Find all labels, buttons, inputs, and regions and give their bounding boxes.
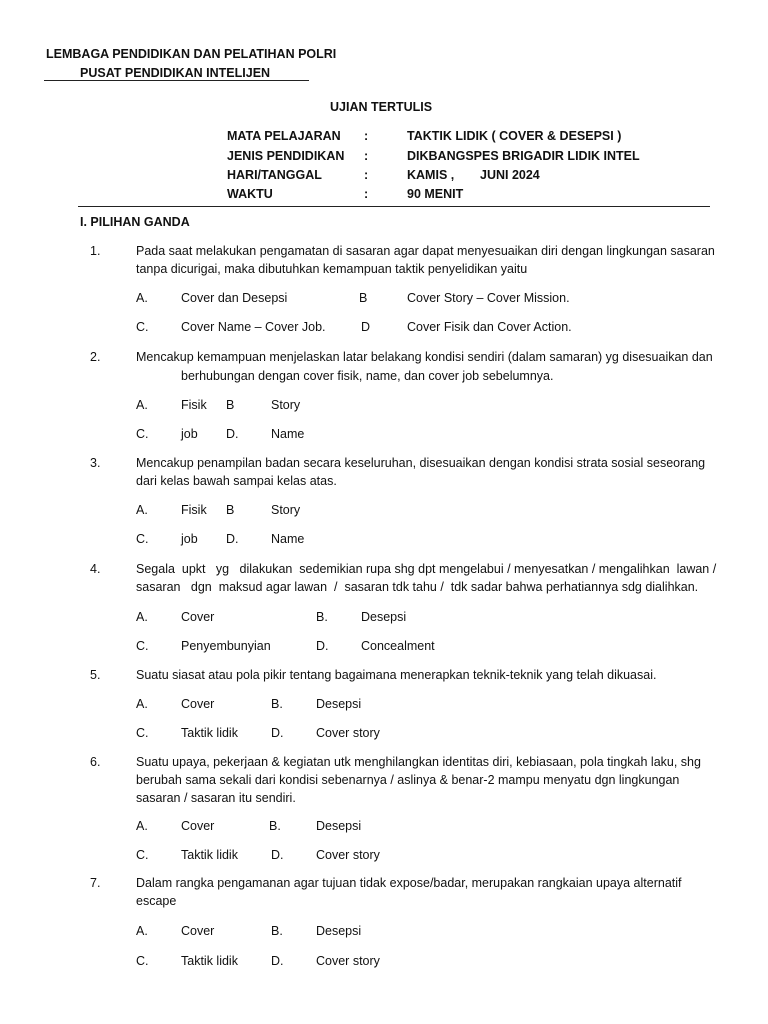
option-text: Taktik lidik (181, 726, 238, 740)
exam-title: UJIAN TERTULIS (330, 100, 433, 114)
option-letter: B (359, 291, 368, 305)
question-text: escape (136, 894, 177, 908)
option-letter: A. (136, 610, 148, 624)
option-text: Penyembunyian (181, 639, 271, 653)
option-letter: B. (316, 610, 328, 624)
question-number: 5. (90, 668, 101, 682)
question-text: sasaran / sasaran itu sendiri. (136, 791, 296, 805)
question-text: Segala upkt yg dilakukan sedemikian rupa shg dpt mengelabui / menyesatkan / mengalihkan lawan / (136, 562, 717, 576)
info-label: MATA PELAJARAN (227, 129, 341, 143)
institution-name: LEMBAGA PENDIDIKAN DAN PELATIHAN POLRI (46, 47, 337, 61)
info-separator: : (364, 168, 369, 182)
option-text: Desepsi (316, 819, 362, 833)
info-value: KAMIS , (407, 168, 455, 182)
question-number: 6. (90, 755, 101, 769)
question-number: 3. (90, 456, 101, 470)
option-text: job (181, 427, 198, 441)
option-text: Cover Fisik dan Cover Action. (407, 320, 572, 334)
option-letter: C. (136, 726, 149, 740)
option-text: Desepsi (316, 924, 362, 938)
info-label: HARI/TANGGAL (227, 168, 322, 182)
question-text: Suatu siasat atau pola pikir tentang bagaimana menerapkan teknik-teknik yang telah dikuasai. (136, 668, 657, 682)
question-text: dari kelas bawah sampai kelas atas. (136, 474, 337, 488)
option-letter: C. (136, 639, 149, 653)
question-text: Suatu upaya, pekerjaan & kegiatan utk menghilangkan identitas diri, kebiasaan, pola tingkah laku, shg (136, 755, 701, 769)
option-text: job (181, 532, 198, 546)
option-letter: D. (316, 639, 329, 653)
option-letter: A. (136, 924, 148, 938)
option-text: Desepsi (316, 697, 362, 711)
question-number: 7. (90, 876, 101, 890)
option-letter: C. (136, 532, 149, 546)
option-letter: A. (136, 291, 148, 305)
option-letter: D. (271, 726, 284, 740)
option-text: Story (271, 398, 301, 412)
question-text: tanpa dicurigai, maka dibutuhkan kemampuan taktik penyelidikan yaitu (136, 262, 528, 276)
option-text: Taktik lidik (181, 954, 238, 968)
question-number: 4. (90, 562, 101, 576)
info-value: DIKBANGSPES BRIGADIR LIDIK INTEL (407, 149, 640, 163)
section-title: I. PILIHAN GANDA (80, 215, 190, 229)
option-letter: A. (136, 398, 148, 412)
info-label: WAKTU (227, 187, 273, 201)
option-text: Cover story (316, 726, 380, 740)
option-text: Cover (181, 819, 215, 833)
option-letter: B (226, 503, 235, 517)
option-text: Cover story (316, 848, 380, 862)
option-letter: D. (271, 848, 284, 862)
question-number: 2. (90, 350, 101, 364)
option-text: Cover (181, 924, 215, 938)
option-text: Cover dan Desepsi (181, 291, 288, 305)
option-text: Cover Story – Cover Mission. (407, 291, 570, 305)
info-separator: : (364, 129, 369, 143)
option-text: Story (271, 503, 301, 517)
question-text: Mencakup penampilan badan secara keseluruhan, disesuaikan dengan kondisi strata sosial seseorang (136, 456, 706, 470)
question-text: sasaran dgn maksud agar lawan / sasaran tdk tahu / tdk sadar bahwa perhatiannya sdg dialihkan. (136, 580, 699, 594)
option-text: Cover (181, 697, 215, 711)
question-text: berhubungan dengan cover fisik, name, dan cover job sebelumnya. (181, 369, 554, 383)
option-text: Taktik lidik (181, 848, 238, 862)
info-value: TAKTIK LIDIK ( COVER & DESEPSI ) (407, 129, 622, 143)
info-separator: : (364, 149, 369, 163)
option-letter: B. (269, 819, 281, 833)
option-text: Cover story (316, 954, 380, 968)
option-letter: A. (136, 819, 148, 833)
info-label: JENIS PENDIDIKAN (227, 149, 345, 163)
question-text: Mencakup kemampuan menjelaskan latar belakang kondisi sendiri (dalam samaran) yg disesuaikan dan (136, 350, 713, 364)
option-letter: C. (136, 848, 149, 862)
info-value-month: JUNI 2024 (480, 168, 540, 182)
option-text: Name (271, 427, 305, 441)
option-text: Cover (181, 610, 215, 624)
option-letter: C. (136, 954, 149, 968)
option-letter: D (361, 320, 371, 334)
option-letter: A. (136, 697, 148, 711)
question-number: 1. (90, 244, 101, 258)
option-text: Name (271, 532, 305, 546)
option-letter: D. (271, 954, 284, 968)
question-text: Dalam rangka pengamanan agar tujuan tidak expose/badar, merupakan rangkaian upaya alternatif (136, 876, 682, 890)
info-value: 90 MENIT (407, 187, 464, 201)
option-text: Desepsi (361, 610, 407, 624)
option-text: Fisik (181, 503, 207, 517)
question-text: Pada saat melakukan pengamatan di sasaran agar dapat menyesuaikan diri dengan lingkungan sasaran (136, 244, 715, 258)
option-letter: C. (136, 427, 149, 441)
option-letter: B. (271, 697, 283, 711)
info-separator: : (364, 187, 369, 201)
option-text: Fisik (181, 398, 207, 412)
option-letter: D. (226, 427, 239, 441)
section-divider (78, 206, 710, 207)
header-underline (44, 80, 309, 81)
option-text: Concealment (361, 639, 435, 653)
option-letter: D. (226, 532, 239, 546)
option-text: Cover Name – Cover Job. (181, 320, 326, 334)
option-letter: C. (136, 320, 149, 334)
question-text: berubah sama sekali dari kondisi sebenarnya / aslinya & benar-2 mampu menyatu dgn lingkungan (136, 773, 680, 787)
center-name: PUSAT PENDIDIKAN INTELIJEN (80, 66, 271, 80)
option-letter: A. (136, 503, 148, 517)
option-letter: B. (271, 924, 283, 938)
option-letter: B (226, 398, 235, 412)
